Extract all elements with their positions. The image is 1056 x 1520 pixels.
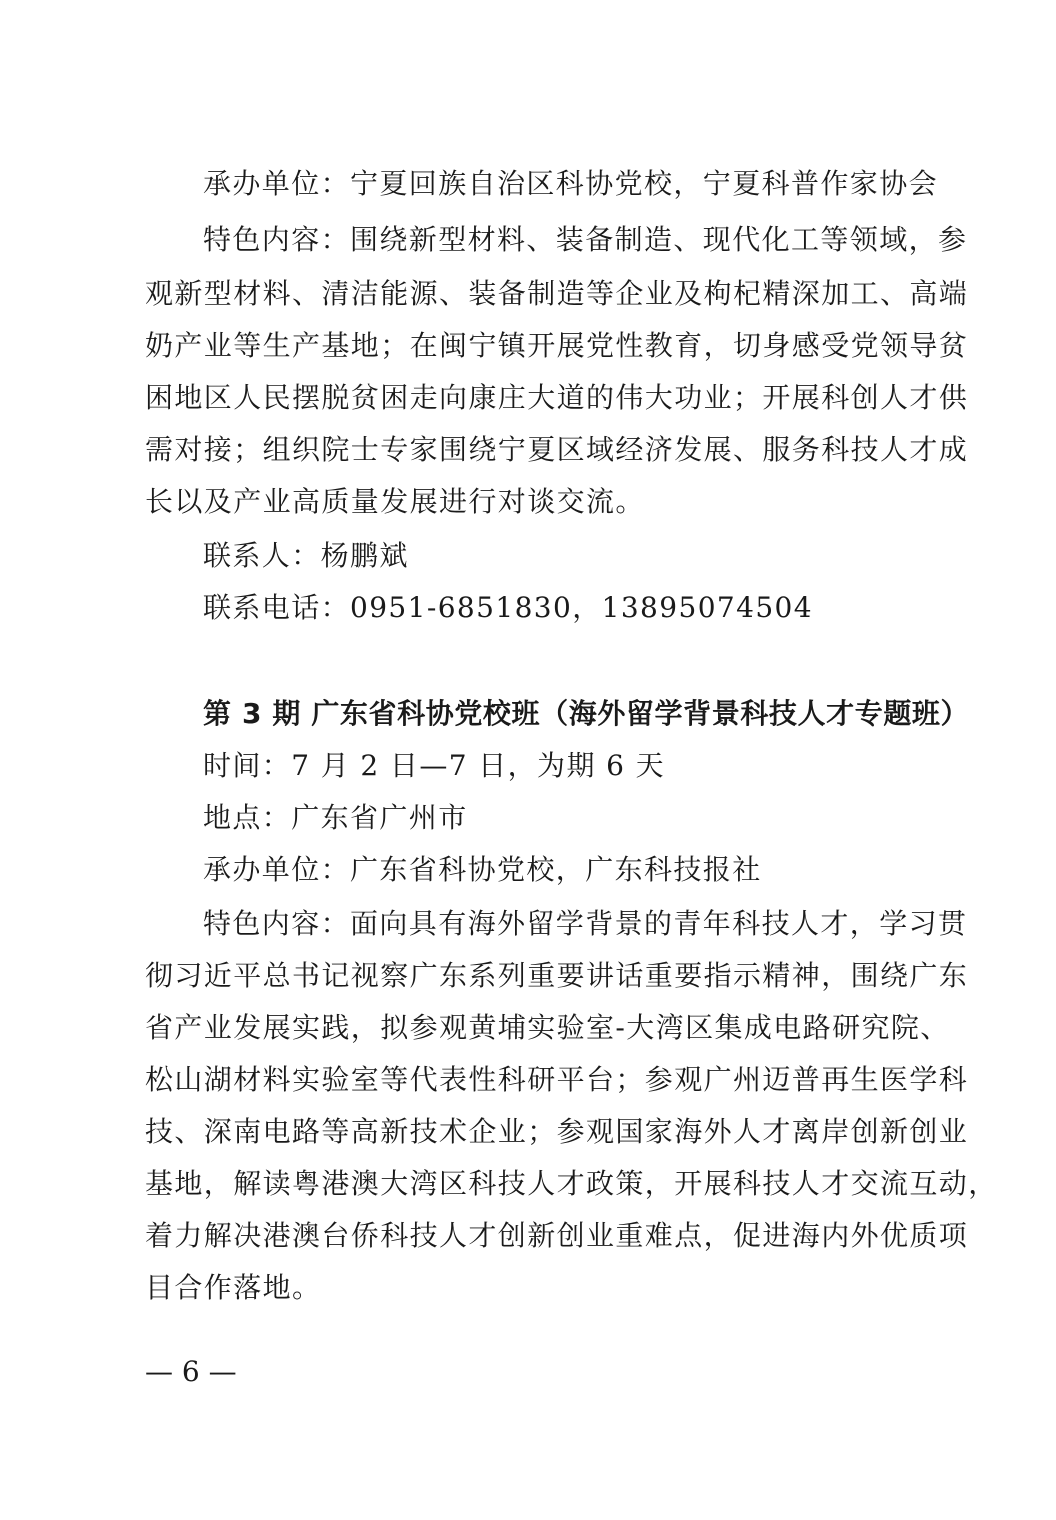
features-line: 省产业发展实践，拟参观黄埔实验室-大湾区集成电路研究院、 (145, 1011, 950, 1044)
features-line: 目合作落地。 (145, 1271, 322, 1304)
features-line: 奶产业等生产基地；在闽宁镇开展党性教育，切身感受党领导贫 (145, 329, 969, 362)
time-line: 时间：7 月 2 日—7 日，为期 6 天 (203, 749, 666, 782)
features-line: 需对接；组织院士专家围绕宁夏区域经济发展、服务科技人才成 (145, 433, 969, 466)
features-line: 技、深南电路等高新技术企业；参观国家海外人才离岸创新创业 (145, 1115, 969, 1148)
features-line: 彻习近平总书记视察广东系列重要讲话重要指示精神，围绕广东 (145, 959, 969, 992)
features-line: 困地区人民摆脱贫困走向康庄大道的伟大功业；开展科创人才供 (145, 381, 969, 414)
page-number: — 6 — (145, 1355, 237, 1388)
location-line: 地点：广东省广州市 (203, 801, 468, 834)
features-line: 观新型材料、清洁能源、装备制造等企业及枸杞精深加工、高端 (145, 277, 969, 310)
features-line: 基地，解读粤港澳大湾区科技人才政策，开展科技人才交流互动， (145, 1167, 998, 1200)
features-line: 特色内容：围绕新型材料、装备制造、现代化工等领域，参 (203, 223, 968, 256)
features-line: 特色内容：面向具有海外留学背景的青年科技人才，学习贯 (203, 907, 968, 940)
section-heading: 第 3 期 广东省科协党校班（海外留学背景科技人才专题班） (203, 697, 970, 730)
organizer-line: 承办单位：宁夏回族自治区科协党校，宁夏科普作家协会 (203, 167, 939, 200)
features-line: 松山湖材料实验室等代表性科研平台；参观广州迈普再生医学科 (145, 1063, 969, 1096)
contact-line: 联系人：杨鹏斌 (203, 539, 409, 572)
features-line: 着力解决港澳台侨科技人才创新创业重难点，促进海内外优质项 (145, 1219, 969, 1252)
features-line: 长以及产业高质量发展进行对谈交流。 (145, 485, 645, 518)
organizer-line: 承办单位：广东省科协党校，广东科技报社 (203, 853, 762, 886)
phone-line: 联系电话：0951-6851830，13895074504 (203, 591, 813, 624)
